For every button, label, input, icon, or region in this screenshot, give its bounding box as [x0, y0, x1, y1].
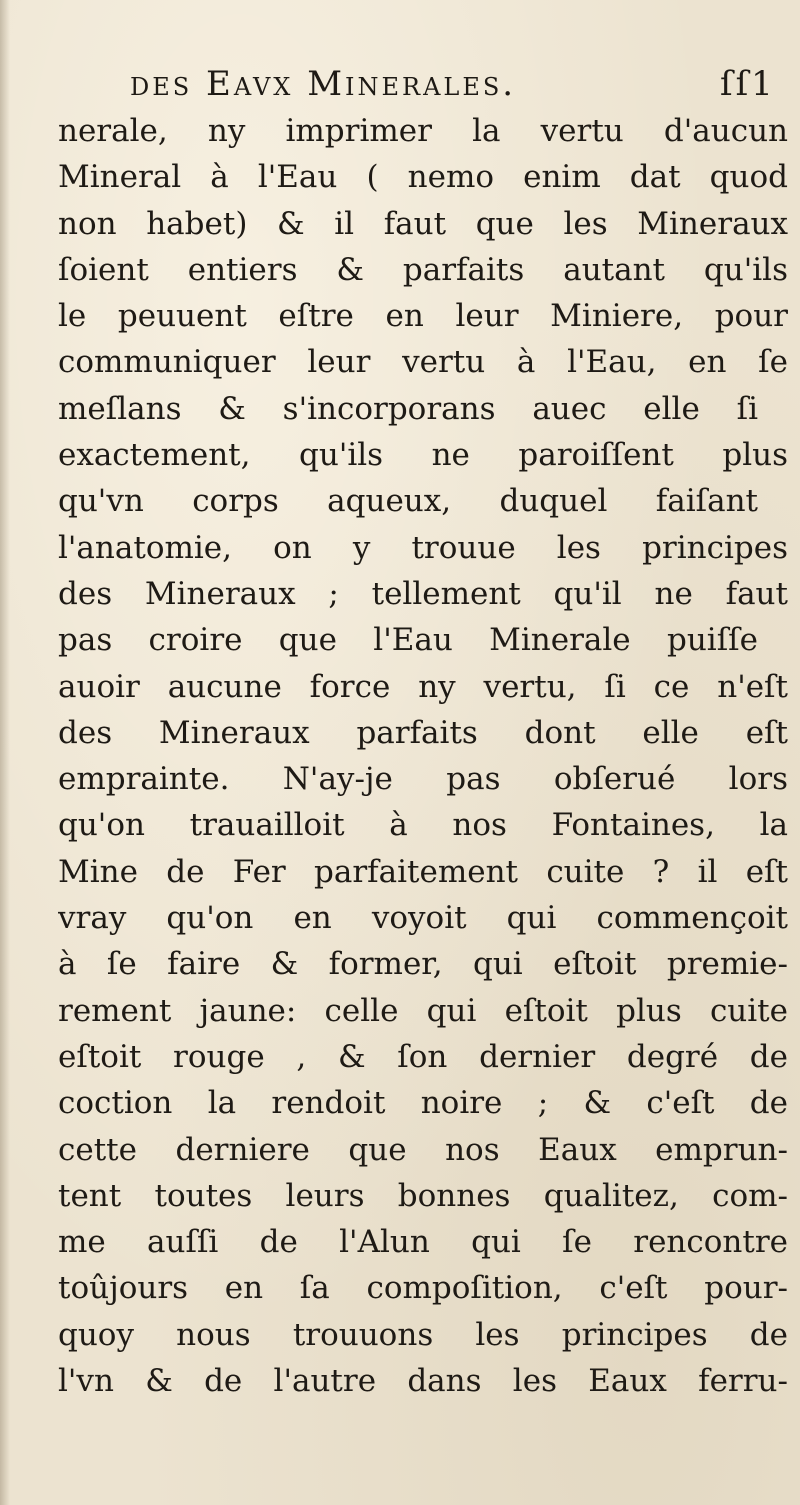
text-line: nerale, ny imprimer la vertu d'aucun — [58, 113, 788, 149]
text-line: le peuuent eſtre en leur Miniere, pour — [58, 298, 788, 335]
text-line: toûjours en ſa compoſition, c'eſt pour- — [58, 1270, 788, 1307]
text-line: cette derniere que nos Eaux emprun- — [58, 1131, 788, 1168]
running-head — [130, 60, 780, 110]
text-line: des Mineraux parfaits dont elle eſt — [58, 714, 788, 751]
text-line: communiquer leur vertu à l'Eau, en ſe — [58, 344, 788, 381]
text-line: vray qu'on en voyoit qui commençoit — [58, 900, 788, 937]
text-line: Mine de Fer parfaitement cuite ? il eſt — [58, 853, 788, 890]
text-line: à ſe faire & former, qui eſtoit premie- — [58, 946, 788, 983]
text-line: non habet) & il faut que les Mineraux — [58, 205, 788, 242]
text-line: pas croire que l'Eau Minerale puiſſe — [58, 622, 758, 659]
text-line: tent toutes leurs bonnes qualitez, com- — [58, 1177, 788, 1214]
body-text — [58, 108, 788, 1404]
text-line: des Mineraux ; tellement qu'il ne faut — [58, 575, 788, 612]
text-line: coction la rendoit noire ; & c'eſt de — [58, 1085, 788, 1122]
binding-shadow — [0, 0, 10, 1505]
text-line: auoir aucune force ny vertu, ſi ce n'eſt — [58, 668, 788, 705]
text-line: l'anatomie, on y trouue les principes — [58, 529, 788, 566]
page-number: ſſ1 — [720, 64, 776, 104]
text-line: ſoient entiers & parfaits autant qu'ils — [58, 251, 788, 288]
text-line: quoy nous trouuons les principes de — [58, 1316, 788, 1353]
text-line: emprainte. N'ay-je pas obſerué lors — [58, 761, 788, 798]
text-line: Mineral à l'Eau ( nemo enim dat quod — [58, 159, 788, 196]
text-line: qu'on trauailloit à nos Fontaines, la — [58, 807, 788, 844]
running-head-title: des Eavx Minerales. — [130, 64, 517, 104]
text-line: meſlans & s'incorporans auec elle ſi — [58, 390, 758, 427]
text-line: exactement, qu'ils ne paroiſſent plus — [58, 437, 788, 474]
text-line: me auſſi de l'Alun qui ſe rencontre — [58, 1224, 788, 1261]
text-line: l'vn & de l'autre dans les Eaux ferru- — [58, 1363, 788, 1400]
text-line: eſtoit rouge , & ſon dernier degré de — [58, 1038, 788, 1075]
text-line: rement jaune: celle qui eſtoit plus cuite — [58, 992, 788, 1029]
text-line: qu'vn corps aqueux, duquel faiſant — [58, 483, 758, 520]
